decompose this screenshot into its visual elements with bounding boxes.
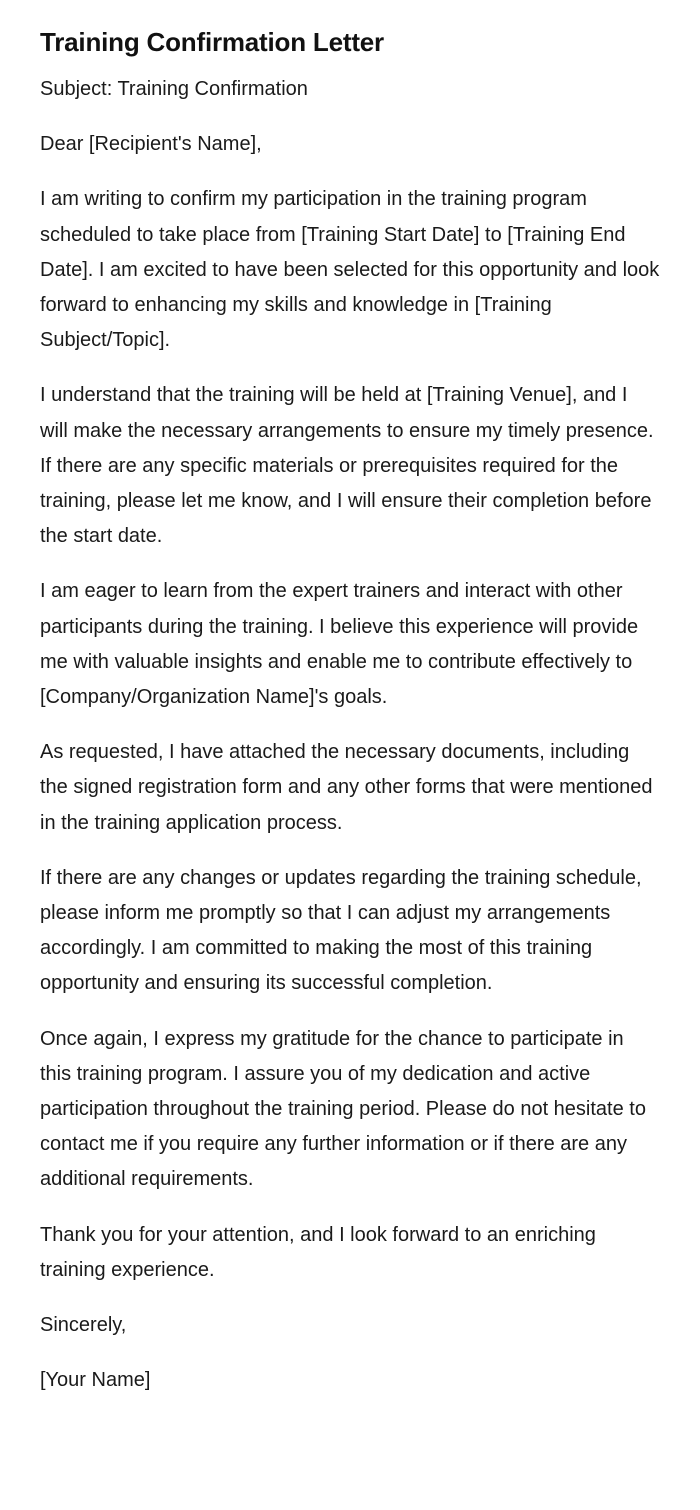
letter-title: Training Confirmation Letter [40, 27, 384, 57]
letter-closing: Sincerely, [40, 1314, 127, 1337]
letter-signature: [Your Name] [40, 1369, 151, 1392]
letter-paragraph-4: As requested, I have attached the necessary documents, including the signed registration form and any other forms that were mentioned in the training application process. [40, 741, 653, 834]
letter-paragraph-3: I am eager to learn from the expert trainers and interact with other participants during the training. I believe this experience will provide me with valuable insights and enable me to contribute effectively to [Company/Organization Name]'s goals. [40, 580, 639, 709]
letter-salutation: Dear [Recipient's Name], [40, 133, 262, 156]
letter-subject: Subject: Training Confirmation [40, 78, 308, 100]
letter-paragraph-1: I am writing to confirm my participation in the training program scheduled to take place from [Training Start Date] to [Training End Date]. I am excited to have been selected for this opportunity and look forward to enhancing my skills and knowledge in [Training Subject/Topic]. [40, 188, 660, 352]
letter-paragraph-5: If there are any changes or updates regarding the training schedule, please inform me promptly so that I can adjust my arrangements accordingly. I am committed to making the most of this training opportunity and ensuring its successful completion. [40, 866, 642, 995]
letter-paragraph-6: Once again, I express my gratitude for the chance to participate in this training program. I assure you of my dedication and active participation throughout the training period. Please do not hesitate to contact me if you require any further information or if there are any additional requirements. [40, 1027, 646, 1191]
letter-paragraph-2: I understand that the training will be held at [Training Venue], and I will make the necessary arrangements to ensure my timely presence. If there are any specific materials or prerequisites required for the training, please let me know, and I will ensure their completion before the start date. [40, 384, 654, 548]
letter-paragraph-7: Thank you for your attention, and I look forward to an enriching training experience. [40, 1223, 596, 1281]
